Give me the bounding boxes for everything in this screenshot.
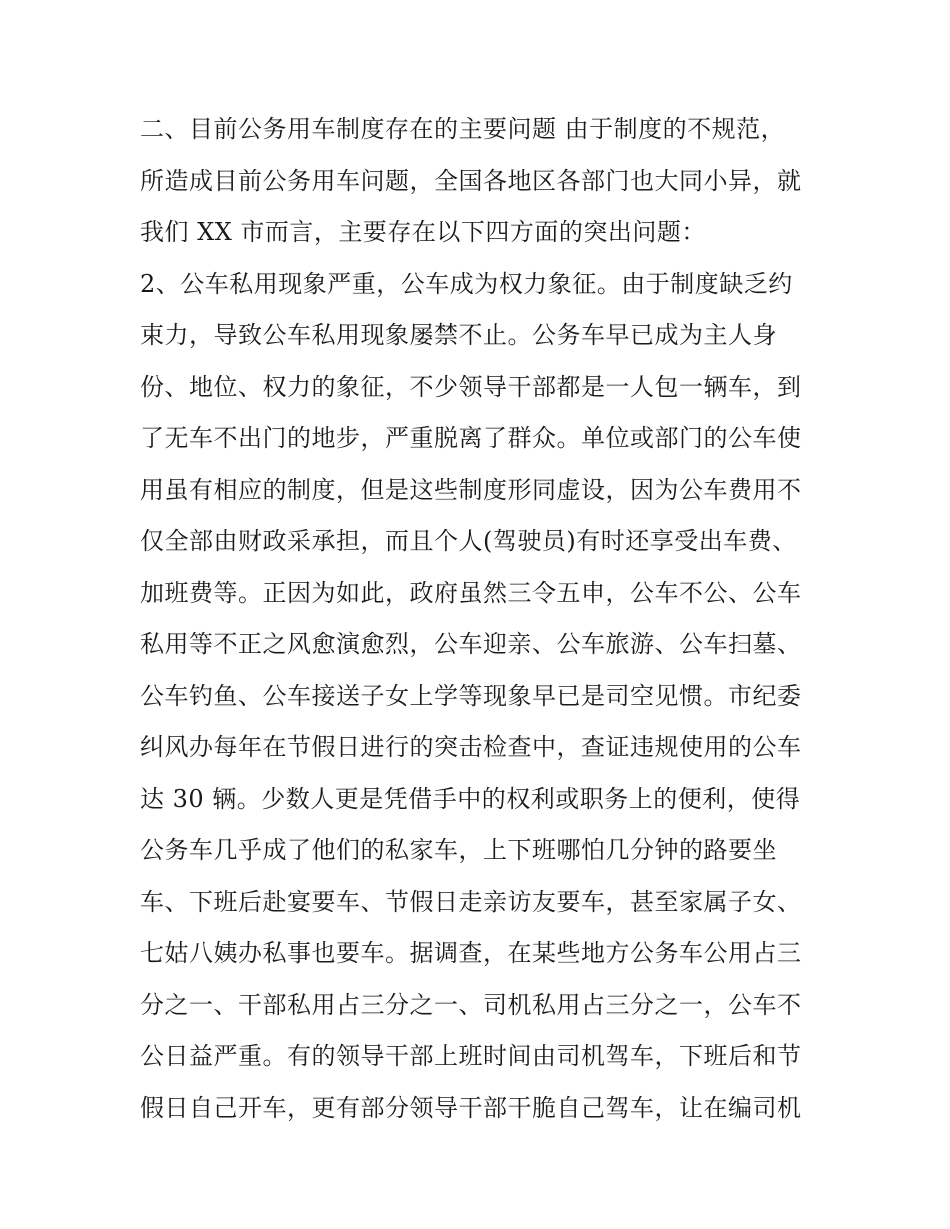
text-line-3: 我们 XX 市而言，主要存在以下四方面的突出问题：: [140, 218, 706, 246]
text-line-19: 公日益严重。有的领导干部上班时间由司机驾车，下班后和节: [140, 1042, 802, 1070]
text-line-10: 加班费等。正因为如此，政府虽然三令五申，公车不公、公车: [140, 578, 802, 607]
text-line-13: 纠风办每年在节假日进行的突击检查中，查证违规使用的公车: [140, 733, 802, 761]
text-line-14: 达 30 辆。少数人更是凭借手中的权利或职务上的便利，使得: [140, 784, 801, 813]
text-line-9: 仅全部由财政采承担，而且个人(驾驶员)有时还享受出车费、: [140, 527, 797, 555]
text-line-7: 了无车不出门的地步，严重脱离了群众。单位或部门的公车使: [140, 424, 802, 452]
text-line-17: 七姑八姨办私事也要车。据调查，在某些地方公务车公用占三: [140, 939, 802, 967]
text-line-12: 公车钓鱼、公车接送子女上学等现象早已是司空见惯。市纪委: [140, 681, 802, 710]
text-line-18: 分之一、干部私用占三分之一、司机私用占三分之一，公车不: [140, 990, 802, 1019]
body-text: [140, 104, 820, 1134]
text-line-15: 公务车几乎成了他们的私家车，上下班哪怕几分钟的路要坐: [140, 836, 777, 864]
text-line-4: 2、公车私用现象严重，公车成为权力象征。由于制度缺乏约: [140, 269, 793, 298]
text-line-16: 车、下班后赴宴要车、节假日走亲访友要车，甚至家属子女、: [140, 887, 802, 916]
text-line-8: 用虽有相应的制度，但是这些制度形同虚设，因为公车费用不: [140, 475, 802, 504]
text-line-2: 所造成目前公务用车问题，全国各地区各部门也大同小异，就: [140, 166, 802, 195]
text-line-6: 份、地位、权力的象征，不少领导干部都是一人包一辆车，到: [140, 372, 802, 401]
text-line-11: 私用等不正之风愈演愈烈，公车迎亲、公车旅游、公车扫墓、: [140, 630, 802, 658]
text-line-20: 假日自己开车，更有部分领导干部干脆自己驾车，让在编司机: [140, 1093, 802, 1122]
text-line-1: 二、目前公务用车制度存在的主要问题 由于制度的不规范，: [140, 115, 786, 143]
text-line-5: 束力，导致公车私用现象屡禁不止。公务车早已成为主人身: [140, 321, 777, 349]
